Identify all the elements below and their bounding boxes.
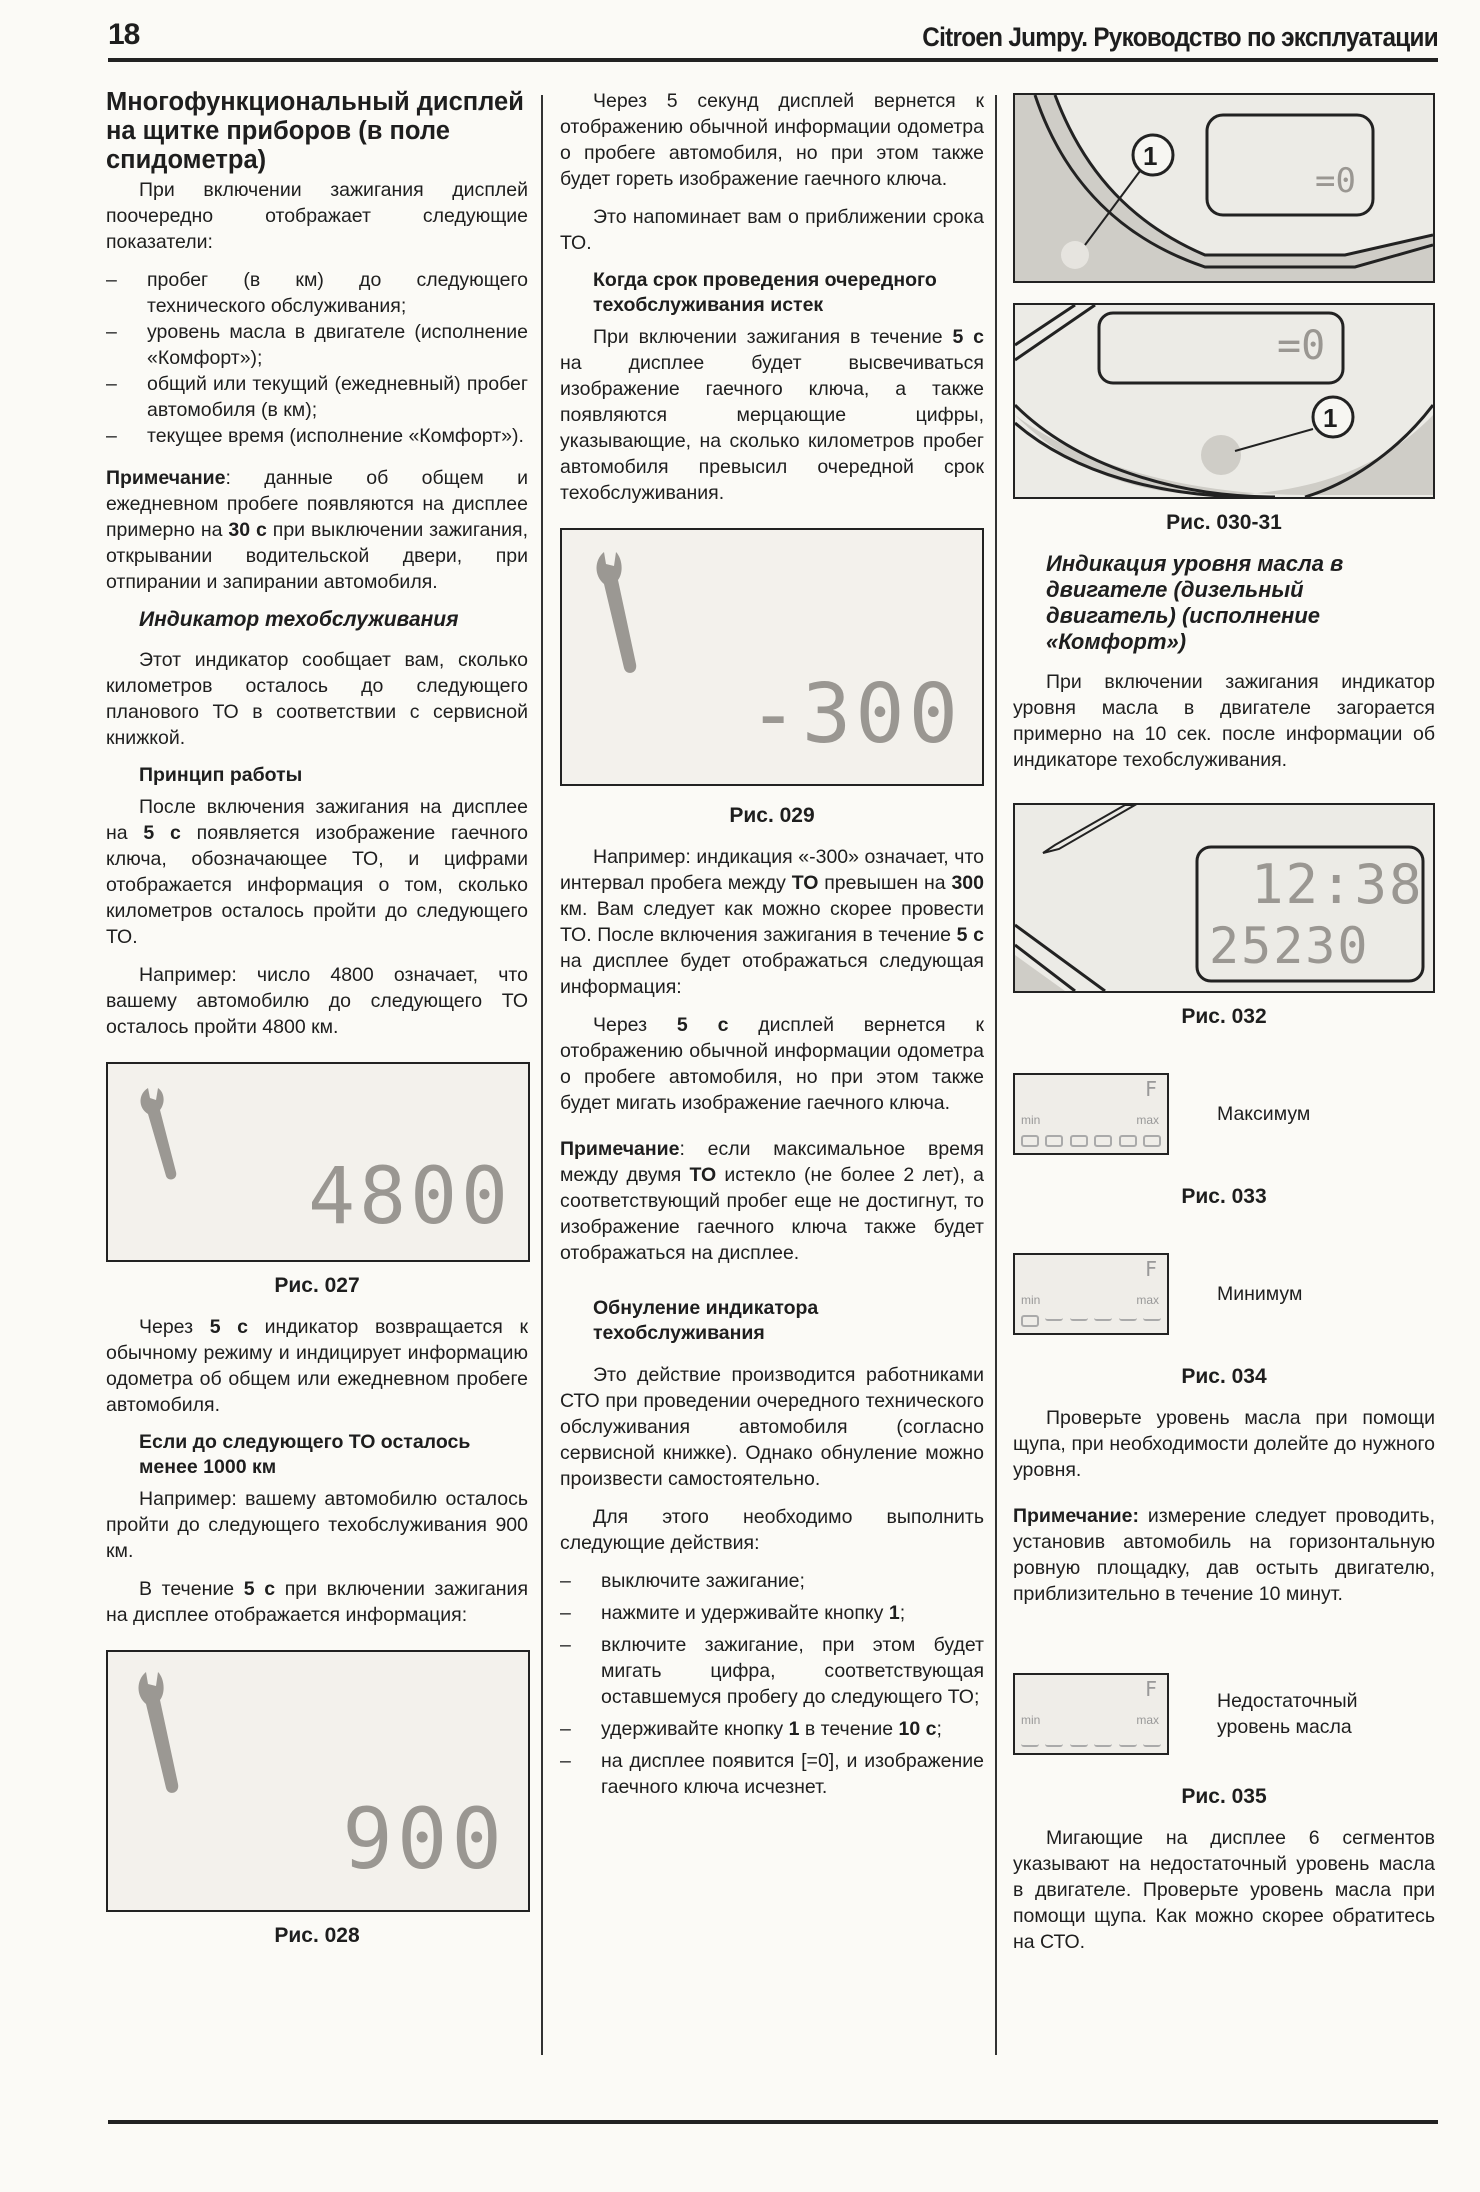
callout-1: 1 (1323, 403, 1338, 433)
figure-035-oil-low (1013, 1673, 1435, 1755)
page-number: 18 (108, 18, 140, 51)
subheading: Принцип работы (139, 764, 303, 786)
column-divider (541, 95, 543, 2055)
paragraph: Например: число 4800 означает, что вашему автомобилю до следующего ТО осталось пройти 4800 км. (106, 964, 528, 1038)
list-item: – пробег (в км) до следующего технического обслуживания; (106, 267, 528, 319)
figure-028-display (106, 1650, 530, 1912)
footer-rule (108, 2120, 1438, 2124)
paragraph: Это напоминает вам о приближении срока ТО. (560, 206, 984, 254)
list-item: – нажмите и удерживайте кнопку 1; (560, 1600, 984, 1626)
note: Примечание: данные об общем и ежедневном пробеге появляются на дисплее примерно на 30 с при выключении зажигания, открывании водительской двери, при отпирании и запирании автомобиля. (106, 467, 528, 593)
list-item: – удерживайте кнопку 1 в течение 10 с; (560, 1716, 984, 1742)
paragraph: Этот индикатор сообщает вам, сколько километров осталось до следующего планового ТО в соответствии с сервисной книжкой. (106, 649, 528, 749)
figure-caption: Рис. 028 (274, 1924, 360, 1947)
paragraph: Например: индикация «-300» означает, что интервал пробега между ТО превышен на 300 км. Вам следует как можно скорее провести ТО. После включения зажигания в течение 5 с на дисплее будет отображаться следующая информация: (560, 846, 985, 998)
list-item: – на дисплее появится [=0], и изображение гаечного ключа исчезнет. (560, 1748, 984, 1800)
fill-indicator-icon: F (1144, 1677, 1157, 1701)
subheading: Обнуление индикатора техобслуживания (593, 1297, 819, 1344)
speedometer-outline (1015, 95, 1433, 281)
note: Примечание: если максимальное время между двумя ТО истекло (не более 2 лет), а соответствующий пробег еще не достигнут, то изображение гаечного ключа также будет отображаться на дисплее. (560, 1138, 984, 1264)
level-label: Минимум (1217, 1283, 1303, 1305)
header-rule (108, 58, 1438, 62)
lcd-digits: =0 (1277, 323, 1326, 369)
figure-caption: Рис. 032 (1181, 1005, 1267, 1028)
clock-digits: 12:38 (1251, 853, 1424, 916)
speedometer-outline (1015, 305, 1433, 497)
paragraph: При включении зажигания дисплей поочередно отображает следующие показатели: (106, 179, 528, 253)
lcd-digits: =0 (1315, 161, 1356, 201)
oil-segments (1021, 1135, 1161, 1147)
figure-caption: Рис. 035 (1181, 1785, 1267, 1808)
list-item: – общий или текущий (ежедневный) пробег автомобиля (в км); (106, 371, 528, 423)
subheading: Если до следующего ТО осталось менее 1000 км (139, 1431, 471, 1478)
reset-steps (560, 1568, 984, 1800)
figure-031-instrument (1013, 303, 1435, 499)
callout-1: 1 (1143, 141, 1158, 171)
figure-029-display (560, 528, 984, 786)
figure-caption: Рис. 027 (274, 1274, 360, 1297)
paragraph: После включения зажигания на дисплее на 5 с появляется изображение гаечного ключа, обозначающее ТО, и цифрами отображается информация о том, сколько километров осталось пройти до следующего ТО. (106, 796, 529, 948)
wrench-icon (592, 548, 652, 678)
paragraph: Через 5 с дисплей вернется к отображению обычной информации одометра о пробеге автомобиля, но при этом также будет мигать изображение гаечного ключа. (560, 1014, 984, 1114)
note-label: Примечание (560, 1138, 680, 1160)
fill-indicator-icon: F (1144, 1257, 1157, 1281)
note-label: Примечание (106, 467, 226, 489)
oil-level-display: F min max (1013, 1673, 1169, 1755)
list-item: – текущее время (исполнение «Комфорт»). (106, 423, 528, 449)
wrench-icon (136, 1084, 196, 1184)
paragraph: Например: вашему автомобилю осталось пройти до следующего техобслуживания 900 км. (106, 1488, 528, 1562)
paragraph: В течение 5 с при включении зажигания на дисплее отображается информация: (106, 1578, 529, 1626)
wrench-icon (134, 1668, 194, 1798)
list-item: – уровень масла в двигателе (исполнение «Комфорт»); (106, 319, 528, 371)
column-divider (995, 95, 997, 2055)
paragraph: Проверьте уровень масла при помощи щупа, при необходимости долейте до нужного уровня. (1013, 1407, 1435, 1481)
fill-indicator-icon: F (1144, 1077, 1157, 1101)
paragraph: Мигающие на дисплее 6 сегментов указывают на недостаточный уровень масла в двигателе. Проверьте уровень масла при помощи щупа. Как можно скорее обратитесь на СТО. (1013, 1827, 1435, 1953)
paragraph: При включении зажигания индикатор уровня масла в двигателе загорается примерно на 10 сек. после информации об индикаторе техобслуживания. (1013, 671, 1435, 771)
paragraph: Через 5 с индикатор возвращается к обычному режиму и индицирует информацию одометра об общем или ежедневном пробеге автомобиля. (106, 1316, 529, 1416)
note-label: Примечание: (1013, 1505, 1139, 1527)
figure-caption: Рис. 034 (1181, 1365, 1267, 1388)
paragraph: При включении зажигания в течение 5 с на дисплее будет высвечиваться изображение гаечного ключа, а также появляются мерцающие цифры, указывающие, на сколько километров пробег автомобиля превысил очередной срок техобслуживания. (560, 326, 985, 504)
odometer-digits: 25230 (1209, 917, 1370, 975)
figure-034-oil-min (1013, 1253, 1435, 1335)
note: Примечание: измерение следует проводить, установив автомобиль на горизонтальную ровную площадку, дав остыть двигателю, приблизительно в течение 10 минут. (1013, 1505, 1435, 1605)
figure-caption: Рис. 033 (1181, 1185, 1267, 1208)
page-header (108, 18, 1438, 58)
list-item: – выключите зажигание; (560, 1568, 984, 1594)
oil-segments (1021, 1315, 1161, 1327)
subsection-title: Индикация уровня масла в двигателе (дизельный двигатель) (исполнение «Комфорт») (1046, 551, 1344, 654)
figure-030-instrument (1013, 93, 1435, 283)
oil-level-display: F min max (1013, 1253, 1169, 1335)
lcd-digits: 900 (342, 1790, 506, 1888)
section-title: Многофункциональный дисплей на щитке приборов (в поле спидометра) (106, 88, 524, 174)
figure-033-oil-max (1013, 1073, 1435, 1155)
oil-segments (1021, 1741, 1161, 1747)
level-label: Недостаточный уровень масла (1217, 1690, 1358, 1738)
figure-032-display (1013, 803, 1435, 993)
lcd-digits: -300 (748, 667, 962, 762)
column-3 (1013, 93, 1435, 1967)
running-title: Citroen Jumpy. Руководство по эксплуатации (922, 22, 1438, 52)
paragraph: Это действие производится работниками СТО при проведении очередного технического обслуживания автомобиля (согласно сервисной книжке). Однако обнуление можно произвести самостоятельно. (560, 1364, 984, 1490)
subsection-title: Индикатор техобслуживания (139, 608, 459, 631)
subheading: Когда срок проведения очередного техобслуживания истек (593, 269, 937, 316)
column-1 (106, 88, 528, 1964)
paragraph: Через 5 секунд дисплей вернется к отображению обычной информации одометра о пробеге автомобиля, но при этом также будет гореть изображение гаечного ключа. (560, 90, 984, 190)
figure-027-display (106, 1062, 530, 1262)
oil-level-display: F min max (1013, 1073, 1169, 1155)
list-item: – включите зажигание, при этом будет мигать цифра, соответствующая оставшемуся пробегу до следующего ТО; (560, 1632, 984, 1710)
column-2 (560, 88, 984, 1812)
paragraph: Для этого необходимо выполнить следующие действия: (560, 1506, 984, 1554)
lcd-digits: 4800 (308, 1152, 512, 1242)
figure-caption: Рис. 030-31 (1166, 511, 1282, 534)
indicator-list (106, 267, 528, 449)
level-label: Максимум (1217, 1103, 1311, 1125)
figure-caption: Рис. 029 (729, 804, 815, 827)
